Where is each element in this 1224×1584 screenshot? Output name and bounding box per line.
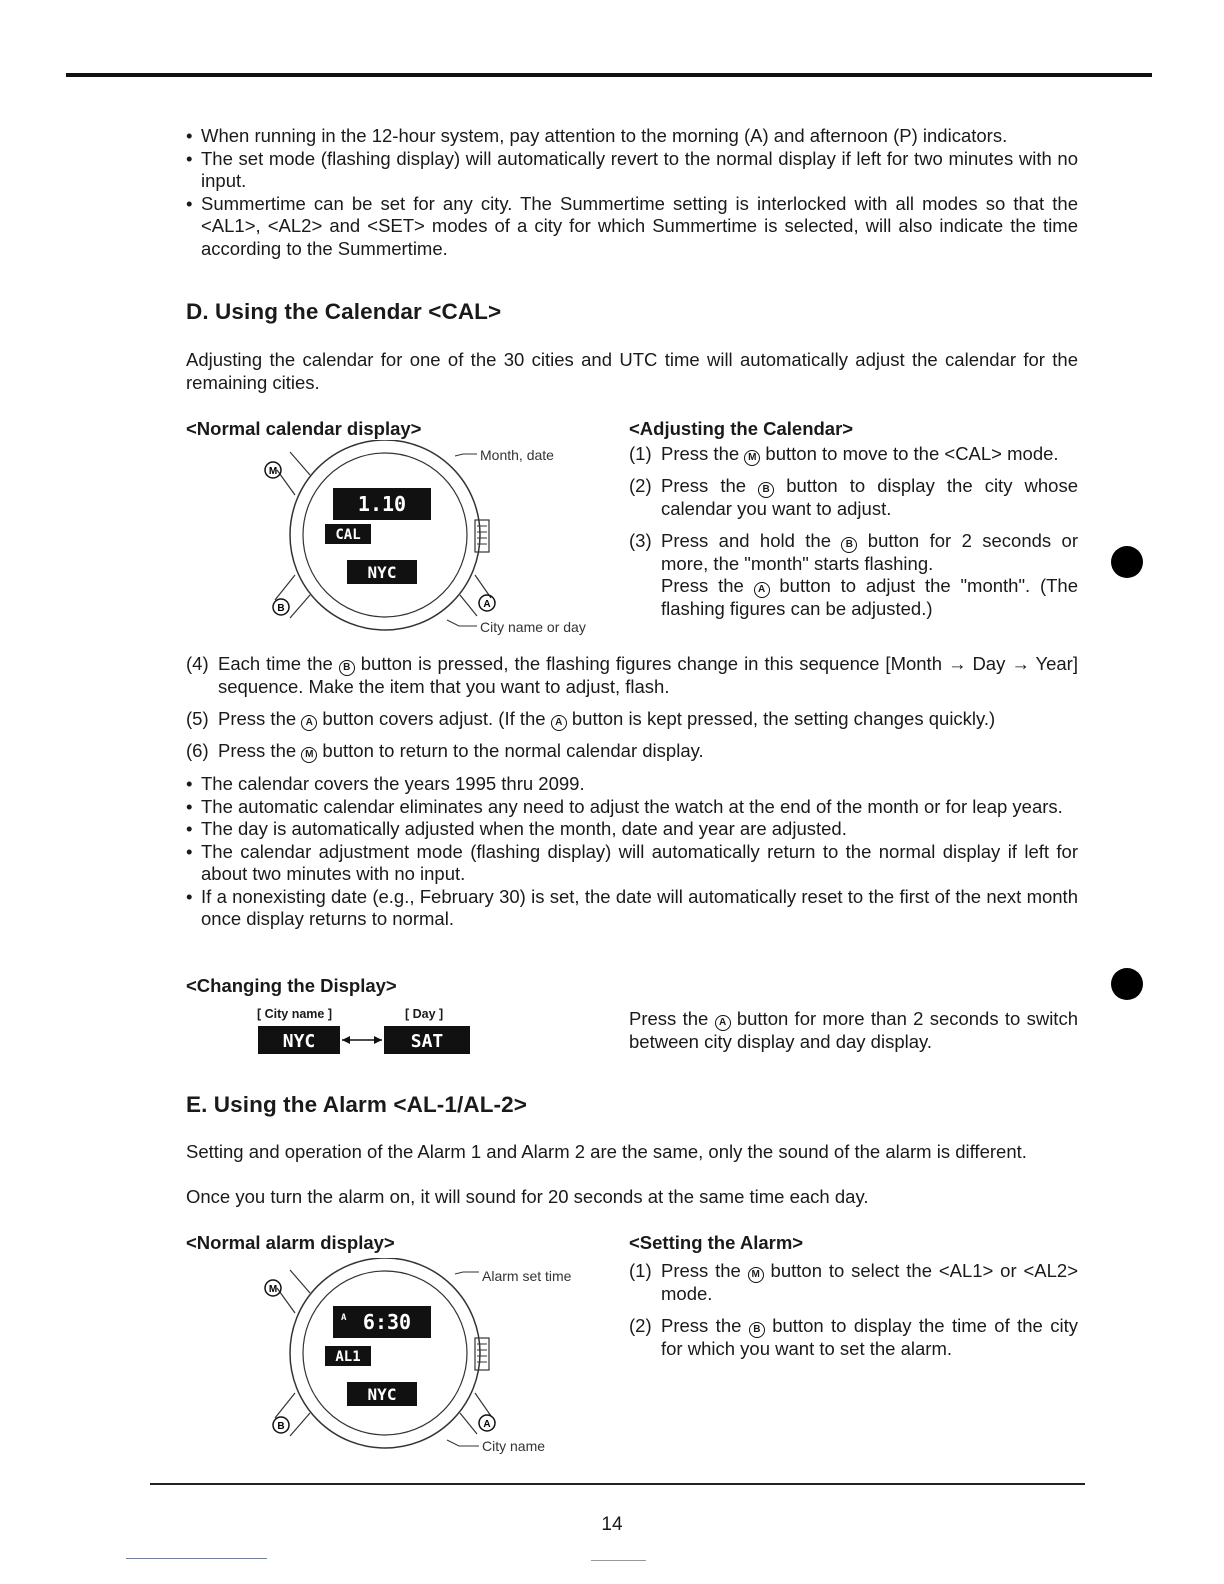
b-button-icon: B bbox=[841, 537, 857, 553]
section-e-title: E. Using the Alarm <AL-1/AL-2> bbox=[186, 1092, 527, 1117]
label-city-name: [ City name ] bbox=[257, 1007, 333, 1021]
adjust-step: (3) Press and hold the B button for 2 seconds or more, the "month" starts flashing. Press the A button to adjust the "month". (The flashing figures can be adjusted.) bbox=[629, 529, 1078, 619]
a-button-icon: A bbox=[301, 715, 317, 731]
calendar-step: (5) Press the A button covers adjust. (If the A button is kept pressed, the setting changes quickly.) bbox=[186, 707, 996, 729]
b-button-icon: B bbox=[749, 1322, 765, 1338]
label-alarm-set-time: Alarm set time bbox=[482, 1268, 572, 1284]
calendar-step: (4) Each time the B button is pressed, the flashing figures change in this sequence [Month → Day → Year] sequence. Make the item that you want to adjust, flash. bbox=[186, 653, 1078, 697]
calendar-bullet: • If a nonexisting date (e.g., February 30) is set, the date will automatically reset to the first of the next month once display returns to normal. bbox=[186, 886, 1078, 931]
changing-display-text: Press the A button for more than 2 seconds to switch between city display and day display. bbox=[629, 1008, 1078, 1052]
alarm-step: (1) Press the M button to select the <AL1> or <AL2> mode. bbox=[629, 1260, 1078, 1304]
lcd-ampm-text: A bbox=[341, 1313, 347, 1323]
changing-display-title: <Changing the Display> bbox=[186, 975, 397, 996]
intro-bullet-list bbox=[186, 125, 1078, 260]
footer-mark bbox=[591, 1560, 646, 1561]
watch-bezel bbox=[290, 440, 480, 630]
calendar-full-steps bbox=[186, 653, 1078, 772]
svg-text:M: M bbox=[268, 466, 278, 477]
svg-text:M: M bbox=[268, 1284, 278, 1295]
alarm-diagram-title: <Normal alarm display> bbox=[186, 1232, 395, 1253]
adjust-step: (2) Press the B button to display the city whose calendar you want to adjust. bbox=[629, 475, 1078, 519]
crown bbox=[475, 1338, 489, 1370]
display-switch-diagram bbox=[258, 1024, 478, 1058]
label-month-date: Month, date bbox=[480, 447, 554, 463]
calendar-bullet: • The calendar adjustment mode (flashing display) will automatically return to the normal display if left for about two minutes with no input. bbox=[186, 841, 1078, 886]
margin-dot bbox=[1111, 968, 1143, 1000]
section-e-intro: Setting and operation of the Alarm 1 and Alarm 2 are the same, only the sound of the alarm is different. bbox=[186, 1141, 1027, 1162]
calendar-bullet-list bbox=[186, 773, 1078, 931]
intro-bullet: • The set mode (flashing display) will automatically revert to the normal display if left for two minutes with no input. bbox=[186, 148, 1078, 193]
adjust-calendar-title: <Adjusting the Calendar> bbox=[629, 418, 854, 439]
margin-dot bbox=[1111, 546, 1143, 578]
lcd-city-text: NYC bbox=[282, 1031, 316, 1052]
footer-mark bbox=[126, 1558, 267, 1559]
label-day: [ Day ] bbox=[405, 1007, 444, 1021]
a-button-icon: A bbox=[551, 715, 567, 731]
a-button-icon: A bbox=[754, 582, 770, 598]
lcd-city-text: NYC bbox=[367, 1385, 397, 1404]
a-button-icon: A bbox=[715, 1015, 731, 1031]
adjust-step: (1) Press the M button to move to the <CAL> mode. bbox=[629, 443, 1059, 464]
setting-alarm-title: <Setting the Alarm> bbox=[629, 1232, 804, 1253]
lcd-top-text: 1.10 bbox=[357, 492, 407, 516]
calendar-bullet: • The automatic calendar eliminates any need to adjust the watch at the end of the month or for leap years. bbox=[186, 796, 1078, 819]
alarm-watch-diagram bbox=[255, 1258, 615, 1458]
svg-text:B: B bbox=[277, 603, 285, 614]
intro-bullet: • Summertime can be set for any city. The Summertime setting is interlocked with all modes so that the <AL1>, <AL2> and <SET> modes of a city for which Summertime is selected, will also indicate the time according to the Summertime. bbox=[186, 193, 1078, 261]
svg-text:A: A bbox=[483, 1419, 491, 1430]
crown bbox=[475, 520, 489, 552]
m-button-icon: M bbox=[301, 747, 317, 763]
intro-bullet: • When running in the 12-hour system, pay attention to the morning (A) and afternoon (P) indicators. bbox=[186, 125, 1078, 148]
page-number: 14 bbox=[601, 1514, 623, 1535]
b-button-icon: B bbox=[758, 482, 774, 498]
bottom-rule bbox=[150, 1483, 1085, 1485]
calendar-step: (6) Press the M button to return to the normal calendar display. bbox=[186, 739, 704, 761]
setting-alarm-steps bbox=[629, 1260, 1078, 1369]
lcd-mode-text: CAL bbox=[335, 527, 361, 543]
section-e-intro-2: Once you turn the alarm on, it will sound for 20 seconds at the same time each day. bbox=[186, 1186, 869, 1207]
calendar-watch-diagram bbox=[255, 440, 615, 640]
svg-text:B: B bbox=[277, 1421, 285, 1432]
calendar-diagram-title: <Normal calendar display> bbox=[186, 418, 422, 439]
adjust-calendar-steps bbox=[629, 443, 1078, 630]
lcd-day-text: SAT bbox=[410, 1031, 444, 1052]
label-city-day: City name or day bbox=[480, 619, 586, 635]
calendar-bullet: • The day is automatically adjusted when the month, date and year are adjusted. bbox=[186, 818, 1078, 841]
calendar-bullet: • The calendar covers the years 1995 thru 2099. bbox=[186, 773, 1078, 796]
top-rule bbox=[66, 73, 1152, 77]
m-button-icon: M bbox=[744, 450, 760, 466]
watch-bezel bbox=[290, 1258, 480, 1448]
lcd-mode-text: AL1 bbox=[335, 1349, 361, 1365]
lcd-city-text: NYC bbox=[367, 563, 397, 582]
svg-text:A: A bbox=[483, 599, 491, 610]
m-button-icon: M bbox=[748, 1267, 764, 1283]
lcd-top-text: 6:30 bbox=[362, 1310, 412, 1334]
b-button-icon: B bbox=[339, 660, 355, 676]
section-d-title: D. Using the Calendar <CAL> bbox=[186, 299, 502, 324]
section-d-intro: Adjusting the calendar for one of the 30 cities and UTC time will automatically adjust the calendar for the remaining cities. bbox=[186, 349, 1078, 393]
label-city-name: City name bbox=[482, 1438, 546, 1454]
alarm-step: (2) Press the B button to display the time of the city for which you want to set the alarm. bbox=[629, 1314, 1078, 1359]
